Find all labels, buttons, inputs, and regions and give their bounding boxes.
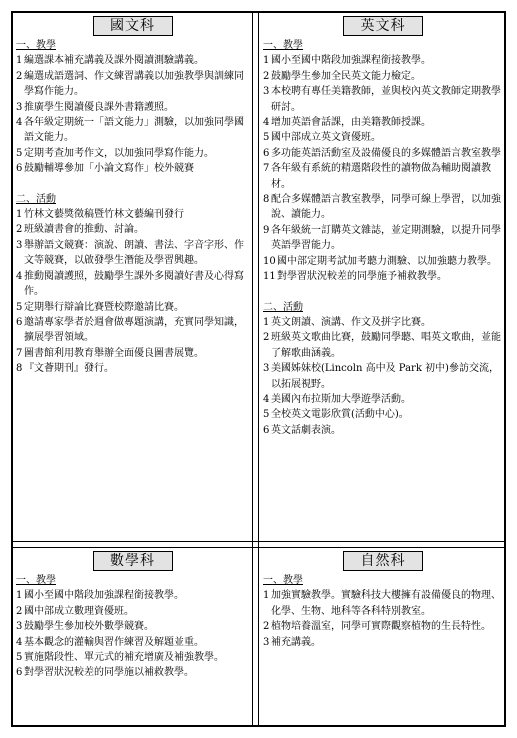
panel-title: 國文科 <box>93 16 173 36</box>
item-text: 班級英文歌曲比賽，鼓勵同學聽、唱英文歌曲，並能了解歌曲涵義。 <box>271 332 501 359</box>
panel-title: 英文科 <box>343 16 423 36</box>
item-text: 國小至國中階段加強課程銜接教學。 <box>24 590 184 602</box>
item-text: 各年級有系統的精選階段性的讀物做為輔助閱讀教材。 <box>271 163 491 190</box>
item-number: 6 <box>263 147 270 159</box>
section-heading: 一、教學 <box>263 40 303 51</box>
item-number: 10 <box>263 255 276 267</box>
item-text: 美國內布拉斯加大學遊學活動。 <box>271 393 411 405</box>
item-text: 圖書館利用教育舉辦全面優良圖書展覽。 <box>24 347 204 359</box>
item-number: 4 <box>16 636 23 648</box>
item-number: 7 <box>263 163 270 175</box>
list-item <box>263 53 503 68</box>
item-text: 班級讀書會的推動、討論。 <box>24 224 144 236</box>
item-number: 1 <box>16 590 23 602</box>
list-item <box>16 161 249 176</box>
item-text: 基本觀念的灌輸與習作練習及解題並重。 <box>24 636 204 648</box>
item-text: 英文朗讀、演講、作文及拼字比賽。 <box>271 316 431 328</box>
panel-title: 數學科 <box>93 551 173 571</box>
list-item <box>16 100 249 115</box>
item-number: 6 <box>263 424 270 436</box>
item-text: 國中部成立英文資優班。 <box>271 132 381 144</box>
list-item <box>263 84 503 115</box>
item-number: 5 <box>16 652 23 664</box>
row-divider <box>13 541 504 548</box>
section-heading: 二、活動 <box>16 193 56 205</box>
list-item <box>263 330 503 361</box>
list-item <box>263 588 503 619</box>
item-text: 配合多媒體語言教室教學，同學可線上學習，以加強說、讀能力。 <box>271 194 501 221</box>
item-number: 1 <box>263 316 270 328</box>
item-text: 美國姊妹校(Lincoln 高中及 Park 初中)參訪交流，以拓展視野。 <box>271 363 499 390</box>
list-item <box>263 115 503 130</box>
item-text: 實施階段性、單元式的補充增廣及補強教學。 <box>24 652 224 664</box>
item-text: 定期舉行辯論比賽暨校際邀請比賽。 <box>24 301 184 313</box>
item-text: 邀請專家學者於週會做專題演講，充實同學知識，擴展學習領域。 <box>24 316 244 344</box>
item-text: 對學習狀況較差的同學施予補救教學。 <box>277 271 447 283</box>
item-number: 7 <box>16 347 23 359</box>
item-text: 編選成語選詞、作文練習講義以加強教學與訓練同學寫作能力。 <box>24 70 244 98</box>
list-item <box>16 665 249 680</box>
english-panel <box>263 16 503 438</box>
item-number: 3 <box>263 86 270 98</box>
item-number: 1 <box>263 590 270 602</box>
item-number: 1 <box>263 55 270 67</box>
item-number: 4 <box>16 117 23 129</box>
list-item <box>16 69 249 100</box>
item-text: 國小至國中階段加強課程銜接教學。 <box>271 55 431 67</box>
section-gap <box>16 177 249 192</box>
item-number: 3 <box>16 101 23 113</box>
item-number: 2 <box>263 332 270 344</box>
item-text: 加強實驗教學。實驗科技大樓擁有設備優良的物理、化學、生物、地科等各科特別教室。 <box>271 590 501 617</box>
list-item <box>16 619 249 634</box>
item-text: 鼓勵輔導參加「小論文寫作」校外競賽 <box>24 163 194 175</box>
list-item <box>16 604 249 619</box>
item-number: 3 <box>263 636 270 648</box>
item-number: 8 <box>16 363 23 375</box>
subjects-table <box>11 11 506 727</box>
item-number: 6 <box>16 163 23 175</box>
item-number: 4 <box>16 270 23 282</box>
list-item <box>263 223 503 254</box>
item-number: 3 <box>16 239 23 251</box>
item-number: 2 <box>16 224 23 236</box>
section-heading: 一、教學 <box>16 575 56 586</box>
list-item <box>263 361 503 392</box>
item-text: 全校英文電影欣賞(活動中心)。 <box>271 409 409 421</box>
item-text: 國中部成立數理資優班。 <box>24 605 134 617</box>
item-text: 本校聘有專任美籍教師，並與校內英文教師定期教學研討。 <box>271 86 501 113</box>
list-item <box>16 207 249 222</box>
list-item <box>263 192 503 223</box>
item-number: 5 <box>263 409 270 421</box>
item-number: 5 <box>16 147 23 159</box>
section-heading: 二、活動 <box>263 301 303 313</box>
section-heading: 一、教學 <box>263 575 303 586</box>
item-number: 5 <box>263 132 270 144</box>
item-number: 6 <box>16 316 23 328</box>
list-item <box>16 146 249 161</box>
item-number: 3 <box>16 621 23 633</box>
list-item <box>263 392 503 407</box>
list-item <box>16 588 249 603</box>
science-panel <box>263 551 503 650</box>
list-item <box>263 161 503 192</box>
item-number: 11 <box>263 271 276 283</box>
item-text: 鼓勵學生參加校外數學競賽。 <box>24 621 154 633</box>
item-number: 2 <box>16 70 23 82</box>
item-text: 竹林文藝獎徵稿暨竹林文藝編刊發行 <box>24 209 184 221</box>
item-text: 國中部定期考試加考聽力測驗、以加強聽力教學。 <box>277 255 497 267</box>
item-text: 推動閱讀護照，鼓勵學生課外多閱讀好書及心得寫作。 <box>24 270 244 298</box>
list-item <box>263 130 503 145</box>
item-text: 植物培養溫室，同學可實際觀察植物的生長特性。 <box>271 621 491 633</box>
item-number: 3 <box>263 363 270 375</box>
item-text: 鼓勵學生參加全民英文能力檢定。 <box>271 70 421 82</box>
list-item <box>263 315 503 330</box>
item-number: 4 <box>263 393 270 405</box>
list-item <box>16 361 249 376</box>
chinese-panel <box>16 16 249 377</box>
item-number: 1 <box>16 209 23 221</box>
list-item <box>16 650 249 665</box>
item-number: 4 <box>263 117 270 129</box>
item-text: 各年級定期統一「語文能力」測驗，以加強同學國語文能力。 <box>24 117 244 144</box>
list-item <box>263 146 503 161</box>
list-item <box>263 69 503 84</box>
item-number: 2 <box>263 621 270 633</box>
panel-title: 自然科 <box>343 551 423 571</box>
section-gap <box>263 285 503 300</box>
list-item <box>263 269 503 284</box>
section-heading: 一、教學 <box>16 40 56 51</box>
item-text: 推廣學生閱讀優良課外書籍護照。 <box>24 101 174 113</box>
list-item <box>16 222 249 237</box>
item-number: 2 <box>263 70 270 82</box>
list-item <box>16 300 249 315</box>
list-item <box>16 269 249 300</box>
item-text: 定期考查加考作文，以加強同學寫作能力。 <box>24 147 214 159</box>
item-text: 舉辦語文競賽：演說、朗讀、書法、字音字形、作文等競賽，以啟發學生潛能及學習興趣。 <box>24 239 244 267</box>
item-text: 對學習狀況較差的同學施以補救教學。 <box>24 667 194 679</box>
list-item <box>16 315 249 346</box>
item-number: 1 <box>16 55 23 67</box>
list-item <box>263 635 503 650</box>
list-item <box>16 346 249 361</box>
list-item <box>16 115 249 146</box>
item-text: 補充講義。 <box>271 636 321 648</box>
column-divider <box>252 13 259 725</box>
item-number: 9 <box>263 224 270 236</box>
list-item <box>16 238 249 269</box>
item-number: 2 <box>16 605 23 617</box>
list-item <box>16 53 249 68</box>
item-number: 8 <box>263 194 270 206</box>
item-number: 5 <box>16 301 23 313</box>
item-text: 多功能英語活動室及設備優良的多媒體語言教室教學 <box>271 147 501 159</box>
item-number: 6 <box>16 667 23 679</box>
list-item <box>263 407 503 422</box>
list-item <box>263 423 503 438</box>
list-item <box>16 635 249 650</box>
item-text: 增加英語會話課，由美籍教師授課。 <box>271 117 431 129</box>
item-text: 英文話劇表演。 <box>271 424 341 436</box>
math-panel <box>16 551 249 681</box>
list-item <box>263 254 503 269</box>
item-text: 各年級統一訂購英文雜誌，並定期測驗，以提升同學英語學習能力。 <box>271 224 501 252</box>
item-text: 編選課本補充講義及課外閱讀測驗講義。 <box>24 55 204 67</box>
item-text: 『文薈期刊』發行。 <box>24 363 114 375</box>
list-item <box>263 619 503 634</box>
